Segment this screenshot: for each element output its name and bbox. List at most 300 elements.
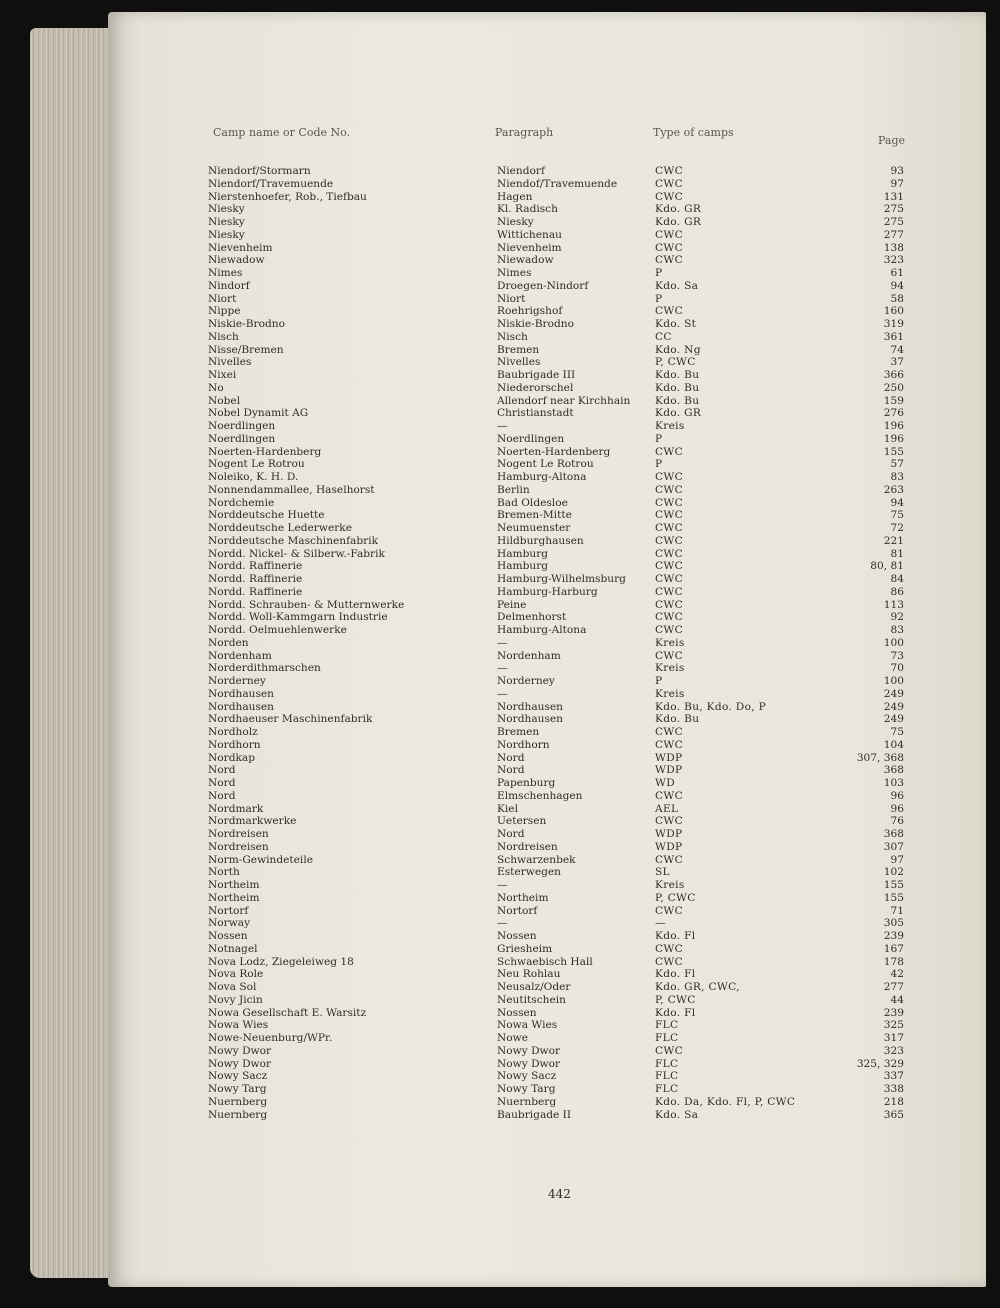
camp-type-cell: CWC	[655, 483, 683, 496]
page-cell: 323	[883, 1044, 904, 1057]
camp-name-cell: Nordd. Oelmuehlenwerke	[208, 624, 347, 636]
table-row	[108, 280, 986, 293]
camp-name-cell: Nievenheim	[208, 241, 273, 254]
page-cell: 178	[883, 955, 904, 968]
page-cell: 76	[890, 815, 904, 828]
paragraph-cell: Nowy Sacz	[497, 1070, 557, 1083]
page-cell: 239	[883, 930, 904, 942]
page-cell: 275	[883, 203, 904, 216]
paragraph-cell: Hildburghausen	[497, 534, 584, 547]
table-row	[108, 739, 986, 752]
page-cell: 239	[883, 1006, 904, 1019]
paragraph-cell: Bad Oldesloe	[497, 496, 568, 509]
camp-type-cell: Kdo. Sa	[655, 1108, 699, 1121]
page-cell: 75	[890, 726, 904, 738]
page-cell: 103	[883, 777, 904, 789]
page-cell: 102	[883, 866, 904, 879]
table-row	[108, 764, 986, 777]
paragraph-cell: Nowy Targ	[497, 1083, 556, 1095]
page-cell: 276	[883, 407, 904, 420]
page-cell: 160	[883, 305, 904, 318]
page-cell: 317	[883, 1032, 904, 1044]
header-camp-name: Camp name or Code No.	[213, 126, 351, 139]
paragraph-cell: Nivelles	[497, 356, 541, 369]
paragraph-cell: Droegen-Nindorf	[497, 279, 589, 292]
table-row	[108, 586, 986, 599]
table-row	[108, 267, 986, 280]
table-row	[108, 777, 986, 790]
camp-type-cell: P, CWC	[655, 993, 696, 1006]
table-row	[108, 981, 986, 994]
camp-type-cell: Kdo. Fl	[655, 1006, 696, 1019]
camp-type-cell: CWC	[655, 165, 683, 177]
camp-name-cell: Nowa Gesellschaft E. Warsitz	[208, 1006, 367, 1019]
page-cell: 93	[890, 165, 904, 177]
table-row	[108, 433, 986, 446]
camp-type-cell: AEL	[655, 802, 679, 815]
page-cell: 84	[890, 573, 904, 585]
camp-name-cell: Nordd. Schrauben- & Mutternwerke	[208, 598, 405, 611]
table-row	[108, 917, 986, 930]
paragraph-cell: Uetersen	[497, 815, 547, 828]
camp-name-cell: Niskie-Brodno	[208, 318, 285, 330]
camp-name-cell: Nord	[208, 777, 236, 789]
camp-name-cell: No	[208, 381, 224, 394]
camp-name-cell: Nogent Le Rotrou	[208, 458, 305, 471]
camp-name-cell: Nordhausen	[208, 687, 274, 700]
paragraph-cell: Niort	[497, 292, 526, 305]
table-row	[108, 484, 986, 497]
page-cell: 96	[890, 789, 904, 802]
camp-type-cell: FLC	[655, 1032, 679, 1044]
table-row	[108, 318, 986, 331]
table-row	[108, 752, 986, 765]
camp-index-table	[108, 165, 986, 1121]
table-row	[108, 356, 986, 369]
camp-name-cell: Nowa Wies	[208, 1019, 269, 1032]
paragraph-cell: Baubrigade II	[497, 1108, 572, 1121]
table-row	[108, 1058, 986, 1071]
camp-type-cell: P, CWC	[655, 891, 696, 904]
page-cell: 80, 81	[870, 560, 904, 573]
camp-type-cell: Kdo. Bu, Kdo. Do, P	[655, 700, 767, 713]
book-page	[108, 12, 986, 1287]
camp-name-cell: Nordd. Raffinerie	[208, 573, 303, 585]
camp-type-cell: CWC	[655, 177, 683, 190]
paragraph-cell: Niesky	[497, 216, 534, 228]
paragraph-cell: Griesheim	[497, 942, 553, 955]
camp-type-cell: CWC	[655, 305, 683, 318]
camp-type-cell: CWC	[655, 547, 683, 560]
camp-name-cell: Nindorf	[208, 279, 250, 292]
camp-type-cell: CWC	[655, 815, 683, 828]
table-row	[108, 956, 986, 969]
page-cell: 37	[890, 356, 904, 369]
page-cell: 167	[883, 942, 904, 955]
table-row	[108, 650, 986, 663]
paragraph-cell: Kl. Radisch	[497, 203, 558, 216]
paragraph-cell: Kiel	[497, 802, 518, 815]
paragraph-cell: Delmenhorst	[497, 611, 567, 624]
paragraph-cell: Nowa Wies	[497, 1019, 558, 1032]
page-cell: 275	[883, 216, 904, 228]
paragraph-cell: Bremen-Mitte	[497, 509, 572, 522]
paragraph-cell: Nogent Le Rotrou	[497, 458, 594, 471]
camp-name-cell: North	[208, 866, 240, 879]
page-cell: 131	[883, 190, 904, 203]
camp-name-cell: Northeim	[208, 891, 260, 904]
page-cell: 307	[883, 840, 904, 853]
camp-name-cell: Nordd. Raffinerie	[208, 560, 303, 573]
paragraph-cell: —	[497, 662, 508, 675]
paragraph-cell: Hamburg	[497, 560, 549, 573]
paragraph-cell: —	[497, 687, 508, 700]
camp-type-cell: CWC	[655, 789, 683, 802]
table-row	[108, 1032, 986, 1045]
camp-name-cell: Nordreisen	[208, 828, 269, 840]
camp-name-cell: Nordholz	[208, 726, 258, 738]
page-cell: 42	[890, 968, 904, 981]
camp-name-cell: Noleiko, K. H. D.	[208, 471, 299, 483]
camp-type-cell: FLC	[655, 1019, 679, 1032]
camp-type-cell: P	[655, 458, 663, 471]
page-cell: 368	[883, 828, 904, 840]
camp-type-cell: CWC	[655, 904, 683, 917]
page-cell: 277	[883, 981, 904, 993]
camp-name-cell: Noerten-Hardenberg	[208, 445, 322, 458]
paragraph-cell: —	[497, 420, 508, 432]
paragraph-cell: Hamburg-Wilhelmsburg	[497, 573, 626, 585]
paragraph-cell: Norderney	[497, 675, 555, 687]
camp-type-cell: WDP	[655, 828, 683, 840]
header-type-of-camps: Type of camps	[653, 126, 734, 139]
page-cell: 319	[883, 318, 904, 330]
paragraph-cell: Nowe	[497, 1032, 528, 1044]
camp-type-cell: CWC	[655, 726, 683, 738]
paragraph-cell: Elmschenhagen	[497, 789, 583, 802]
camp-name-cell: Niendorf/Stormarn	[208, 165, 311, 177]
camp-name-cell: Nowy Dwor	[208, 1044, 272, 1057]
camp-name-cell: Novy Jicin	[208, 993, 263, 1006]
page-cell: 218	[883, 1095, 904, 1108]
camp-name-cell: Nuernberg	[208, 1095, 268, 1108]
paragraph-cell: Neu Rohlau	[497, 968, 561, 981]
camp-type-cell: Kreis	[655, 420, 685, 432]
camp-type-cell: P	[655, 292, 663, 305]
camp-type-cell: CWC	[655, 496, 683, 509]
camp-name-cell: Nierstenhoefer, Rob., Tiefbau	[208, 190, 367, 203]
table-row	[108, 968, 986, 981]
paragraph-cell: Neumuenster	[497, 522, 571, 534]
paragraph-cell: Wittichenau	[497, 228, 562, 241]
paragraph-cell: Allendorf near Kirchhain	[497, 394, 631, 407]
camp-name-cell: Norderdithmarschen	[208, 662, 321, 675]
table-row	[108, 803, 986, 816]
camp-name-cell: Norm-Gewindeteile	[208, 853, 313, 866]
camp-name-cell: Nordd. Raffinerie	[208, 585, 303, 598]
page-cell: 74	[890, 343, 904, 356]
table-row	[108, 1045, 986, 1058]
table-row	[108, 242, 986, 255]
page-cell: 361	[883, 330, 904, 343]
camp-name-cell: Nobel Dynamit AG	[208, 407, 309, 420]
table-row	[108, 509, 986, 522]
page-cell: 221	[883, 534, 904, 547]
camp-name-cell: Nova Lodz, Ziegeleiweg 18	[208, 955, 354, 968]
camp-name-cell: Norderney	[208, 675, 266, 687]
camp-type-cell: CWC	[655, 522, 683, 534]
camp-type-cell: Kdo. GR	[655, 407, 702, 420]
camp-name-cell: Nova Sol	[208, 981, 257, 993]
camp-type-cell: P	[655, 675, 663, 687]
camp-type-cell: WDP	[655, 764, 683, 777]
page-cell: 70	[890, 662, 904, 675]
table-row	[108, 994, 986, 1007]
table-row	[108, 637, 986, 650]
camp-type-cell: CWC	[655, 190, 683, 203]
paragraph-cell: Niendof/Travemuende	[497, 177, 618, 190]
camp-type-cell: Kdo. Fl	[655, 930, 696, 942]
paragraph-cell: Peine	[497, 598, 527, 611]
camp-type-cell: CWC	[655, 649, 683, 662]
table-row	[108, 879, 986, 892]
table-row	[108, 701, 986, 714]
paragraph-cell: Hamburg	[497, 547, 549, 560]
camp-name-cell: Nordd. Woll-Kammgarn Industrie	[208, 611, 388, 624]
page-cell: 94	[890, 279, 904, 292]
camp-type-cell: CWC	[655, 585, 683, 598]
camp-name-cell: Nordmark	[208, 802, 264, 815]
camp-name-cell: Niesky	[208, 203, 245, 216]
table-row	[108, 522, 986, 535]
page-cell: 277	[883, 228, 904, 241]
page-cell: 323	[883, 254, 904, 267]
page-cell: 196	[883, 420, 904, 432]
paragraph-cell: Christianstadt	[497, 407, 574, 420]
paragraph-cell: Schwaebisch Hall	[497, 955, 593, 968]
camp-name-cell: Nordhorn	[208, 738, 261, 751]
camp-name-cell: Nowe-Neuenburg/WPr.	[208, 1032, 333, 1044]
paragraph-cell: Nord	[497, 764, 525, 777]
table-row	[108, 930, 986, 943]
table-row	[108, 293, 986, 306]
table-row	[108, 497, 986, 510]
table-row	[108, 854, 986, 867]
paragraph-cell: Roehrigshof	[497, 305, 563, 318]
table-row	[108, 815, 986, 828]
camp-type-cell: Kdo. Bu	[655, 369, 700, 381]
table-row	[108, 331, 986, 344]
camp-type-cell: CWC	[655, 471, 683, 483]
camp-type-cell: Kreis	[655, 879, 685, 891]
paragraph-cell: —	[497, 879, 508, 891]
paragraph-cell: Nievenheim	[497, 241, 562, 254]
camp-type-cell: CWC	[655, 598, 683, 611]
camp-type-cell: CWC	[655, 1044, 683, 1057]
page-cell: 100	[883, 675, 904, 687]
table-row	[108, 1083, 986, 1096]
paragraph-cell: Niederorschel	[497, 381, 574, 394]
page-cell: 75	[890, 509, 904, 522]
camp-type-cell: FLC	[655, 1083, 679, 1095]
page-cell: 104	[883, 738, 904, 751]
camp-name-cell: Nivelles	[208, 356, 252, 369]
paragraph-cell: Nordhorn	[497, 738, 550, 751]
camp-name-cell: Nowy Dwor	[208, 1057, 272, 1070]
page-cell: 83	[890, 624, 904, 636]
page-cell: 155	[883, 445, 904, 458]
camp-type-cell: CWC	[655, 534, 683, 547]
camp-name-cell: Nowy Targ	[208, 1083, 267, 1095]
page-cell: 73	[890, 649, 904, 662]
page-cell: 61	[890, 267, 904, 279]
table-row	[108, 548, 986, 561]
camp-type-cell: CWC	[655, 624, 683, 636]
paragraph-cell: Nordreisen	[497, 840, 558, 853]
camp-name-cell: Nimes	[208, 267, 243, 279]
table-row	[108, 535, 986, 548]
page-cell: 71	[890, 904, 904, 917]
table-row	[108, 675, 986, 688]
paragraph-cell: Northeim	[497, 891, 549, 904]
page-cell: 325, 329	[856, 1057, 904, 1070]
camp-type-cell: Kreis	[655, 636, 685, 649]
page-cell: 44	[890, 993, 904, 1006]
paragraph-cell: Papenburg	[497, 777, 556, 789]
page-cell: 86	[890, 585, 904, 598]
camp-type-cell: WD	[655, 777, 675, 789]
camp-type-cell: CWC	[655, 509, 683, 522]
camp-name-cell: Nowy Sacz	[208, 1070, 268, 1083]
table-row	[108, 446, 986, 459]
camp-type-cell: CWC	[655, 228, 683, 241]
camp-name-cell: Nobel	[208, 394, 241, 407]
paragraph-cell: Noerten-Hardenberg	[497, 445, 611, 458]
paragraph-cell: —	[497, 917, 508, 930]
table-row	[108, 726, 986, 739]
page-cell: 337	[883, 1070, 904, 1083]
page-cell: 250	[883, 381, 904, 394]
camp-type-cell: FLC	[655, 1057, 679, 1070]
paragraph-cell: Nossen	[497, 1006, 537, 1019]
paragraph-cell: Berlin	[497, 483, 530, 496]
table-row	[108, 1109, 986, 1122]
camp-name-cell: Nisse/Bremen	[208, 343, 284, 356]
camp-type-cell: WDP	[655, 751, 683, 764]
table-row	[108, 892, 986, 905]
page-cell: 307, 368	[856, 751, 904, 764]
page-cell: 92	[890, 611, 904, 624]
paragraph-cell: Nimes	[497, 267, 532, 279]
page-number: 442	[548, 1187, 571, 1201]
table-row	[108, 866, 986, 879]
paragraph-cell: Niendorf	[497, 165, 545, 177]
camp-name-cell: Northeim	[208, 879, 260, 891]
camp-name-cell: Norddeutsche Maschinenfabrik	[208, 534, 379, 547]
table-row	[108, 688, 986, 701]
table-row	[108, 382, 986, 395]
paragraph-cell: Nowy Dwor	[497, 1044, 561, 1057]
camp-type-cell: Kdo. GR	[655, 216, 702, 228]
camp-type-cell: CC	[655, 330, 672, 343]
camp-type-cell: CWC	[655, 560, 683, 573]
camp-type-cell: CWC	[655, 611, 683, 624]
camp-type-cell: CWC	[655, 241, 683, 254]
page-cell: 72	[890, 522, 904, 534]
camp-name-cell: Nippe	[208, 305, 241, 318]
table-row	[108, 420, 986, 433]
paragraph-cell: Neutitschein	[497, 993, 566, 1006]
table-row	[108, 254, 986, 267]
table-row	[108, 471, 986, 484]
page-cell: 83	[890, 471, 904, 483]
table-row	[108, 599, 986, 612]
page-cell: 81	[890, 547, 904, 560]
paragraph-cell: Baubrigade III	[497, 369, 576, 381]
camp-name-cell: Nonnendammallee, Haselhorst	[208, 483, 375, 496]
paragraph-cell: Nordhausen	[497, 713, 563, 726]
paragraph-cell: Nisch	[497, 330, 528, 343]
paragraph-cell: Nuernberg	[497, 1095, 557, 1108]
camp-type-cell: CWC	[655, 955, 683, 968]
camp-type-cell: CWC	[655, 738, 683, 751]
camp-type-cell: Kreis	[655, 687, 685, 700]
camp-name-cell: Norddeutsche Lederwerke	[208, 522, 352, 534]
header-page: Page	[878, 134, 906, 147]
camp-name-cell: Niesky	[208, 228, 245, 241]
paragraph-cell: Nordenham	[497, 649, 561, 662]
camp-name-cell: Noerdlingen	[208, 432, 276, 445]
table-row	[108, 458, 986, 471]
camp-type-cell: WDP	[655, 840, 683, 853]
page-cell: 100	[883, 636, 904, 649]
paragraph-cell: Bremen	[497, 343, 540, 356]
paragraph-cell: Schwarzenbek	[497, 853, 576, 866]
camp-name-cell: Nordhausen	[208, 700, 274, 713]
table-row	[108, 407, 986, 420]
camp-name-cell: Nordenham	[208, 649, 272, 662]
paragraph-cell: Nortorf	[497, 904, 538, 917]
camp-name-cell: Nortorf	[208, 904, 249, 917]
page-cell: 249	[883, 700, 904, 713]
camp-type-cell: CWC	[655, 853, 683, 866]
table-row	[108, 1096, 986, 1109]
page-cell: 58	[890, 292, 904, 305]
page-cell: 155	[883, 879, 904, 891]
page-cell: 366	[883, 369, 904, 381]
camp-type-cell: CWC	[655, 445, 683, 458]
paragraph-cell: Nowy Dwor	[497, 1057, 561, 1070]
table-row	[108, 841, 986, 854]
table-row	[108, 165, 986, 178]
page-cell: 138	[883, 241, 904, 254]
camp-name-cell: Norddeutsche Huette	[208, 509, 325, 522]
camp-type-cell: Kdo. GR	[655, 203, 702, 216]
table-row	[108, 178, 986, 191]
page-cell: 249	[883, 687, 904, 700]
camp-name-cell: Nuernberg	[208, 1108, 268, 1121]
page-cell: 155	[883, 891, 904, 904]
paragraph-cell: Hamburg-Altona	[497, 471, 587, 483]
table-row	[108, 611, 986, 624]
camp-type-cell: CWC	[655, 573, 683, 585]
paragraph-cell: Nordhausen	[497, 700, 563, 713]
camp-name-cell: Nisch	[208, 330, 239, 343]
camp-name-cell: Nordkap	[208, 751, 256, 764]
camp-type-cell: Kdo. Bu	[655, 394, 700, 407]
table-row	[108, 229, 986, 242]
page-cell: 57	[890, 458, 904, 471]
